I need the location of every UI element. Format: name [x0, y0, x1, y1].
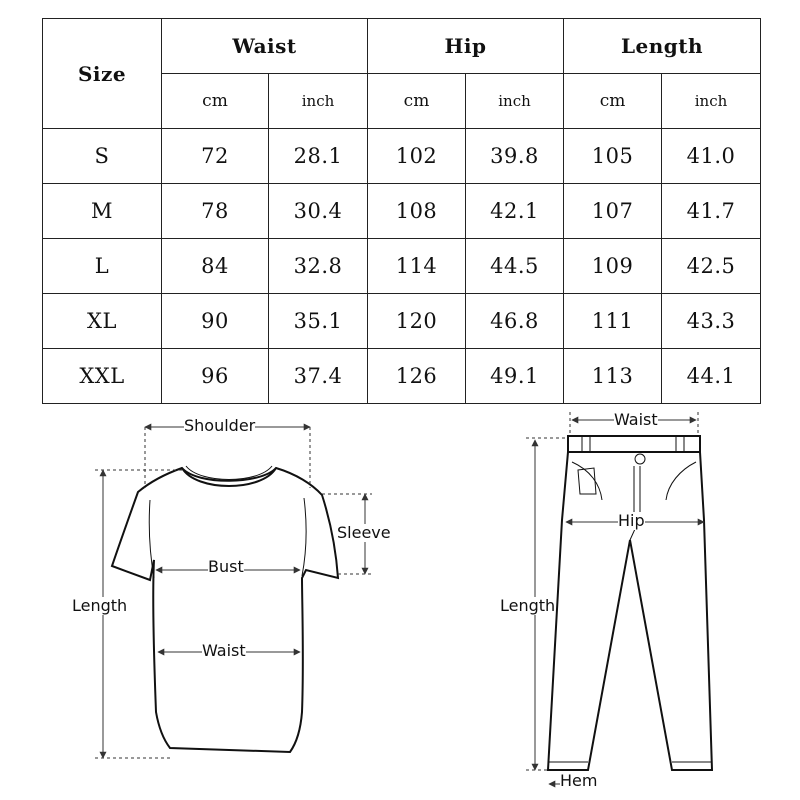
unit-cell: cm	[368, 74, 466, 129]
value-cell: 120	[368, 294, 466, 349]
value-cell: 78	[162, 184, 269, 239]
value-cell: 113	[564, 349, 662, 404]
value-cell: 28.1	[269, 129, 368, 184]
pants-outline	[548, 452, 712, 770]
tshirt-diagram	[0, 400, 400, 800]
value-cell: 126	[368, 349, 466, 404]
table-row	[43, 349, 761, 404]
table-row	[43, 129, 761, 184]
size-cell: XL	[43, 294, 162, 349]
value-cell: 41.7	[662, 184, 761, 239]
value-cell: 37.4	[269, 349, 368, 404]
size-chart-table	[42, 18, 761, 404]
value-cell: 41.0	[662, 129, 761, 184]
pants-waistband	[568, 436, 700, 452]
waist-header: Waist	[162, 19, 368, 74]
value-cell: 111	[564, 294, 662, 349]
value-cell: 42.1	[466, 184, 564, 239]
shoulder-label: Shoulder	[184, 416, 256, 435]
value-cell: 39.8	[466, 129, 564, 184]
sleeve-label: Sleeve	[337, 523, 391, 542]
value-cell: 32.8	[269, 239, 368, 294]
pants-diagram	[400, 400, 800, 800]
unit-cell: cm	[162, 74, 269, 129]
value-cell: 109	[564, 239, 662, 294]
table-row	[43, 294, 761, 349]
table-row	[43, 184, 761, 239]
size-cell: L	[43, 239, 162, 294]
value-cell: 30.4	[269, 184, 368, 239]
size-cell: S	[43, 129, 162, 184]
unit-cell: inch	[466, 74, 564, 129]
value-cell: 43.3	[662, 294, 761, 349]
pants-button	[635, 454, 645, 464]
pants-length-label: Length	[500, 596, 556, 615]
value-cell: 44.5	[466, 239, 564, 294]
value-cell: 114	[368, 239, 466, 294]
value-cell: 49.1	[466, 349, 564, 404]
value-cell: 46.8	[466, 294, 564, 349]
value-cell: 35.1	[269, 294, 368, 349]
value-cell: 102	[368, 129, 466, 184]
bust-label: Bust	[208, 557, 244, 576]
value-cell: 72	[162, 129, 269, 184]
hip-label: Hip	[618, 511, 645, 530]
value-cell: 105	[564, 129, 662, 184]
value-cell: 44.1	[662, 349, 761, 404]
value-cell: 42.5	[662, 239, 761, 294]
size-header: Size	[43, 19, 162, 129]
value-cell: 96	[162, 349, 269, 404]
pants-waist-label: Waist	[614, 410, 658, 429]
unit-cell: inch	[269, 74, 368, 129]
tshirt-outline	[112, 468, 338, 752]
table-row	[43, 239, 761, 294]
length-header: Length	[564, 19, 761, 74]
value-cell: 84	[162, 239, 269, 294]
table-header-row	[43, 19, 761, 74]
shirt-waist-label: Waist	[202, 641, 246, 660]
size-cell: XXL	[43, 349, 162, 404]
value-cell: 108	[368, 184, 466, 239]
value-cell: 90	[162, 294, 269, 349]
shirt-length-label: Length	[72, 596, 128, 615]
hem-label: Hem	[560, 771, 598, 790]
unit-cell: cm	[564, 74, 662, 129]
unit-cell: inch	[662, 74, 761, 129]
hip-header: Hip	[368, 19, 564, 74]
size-cell: M	[43, 184, 162, 239]
value-cell: 107	[564, 184, 662, 239]
